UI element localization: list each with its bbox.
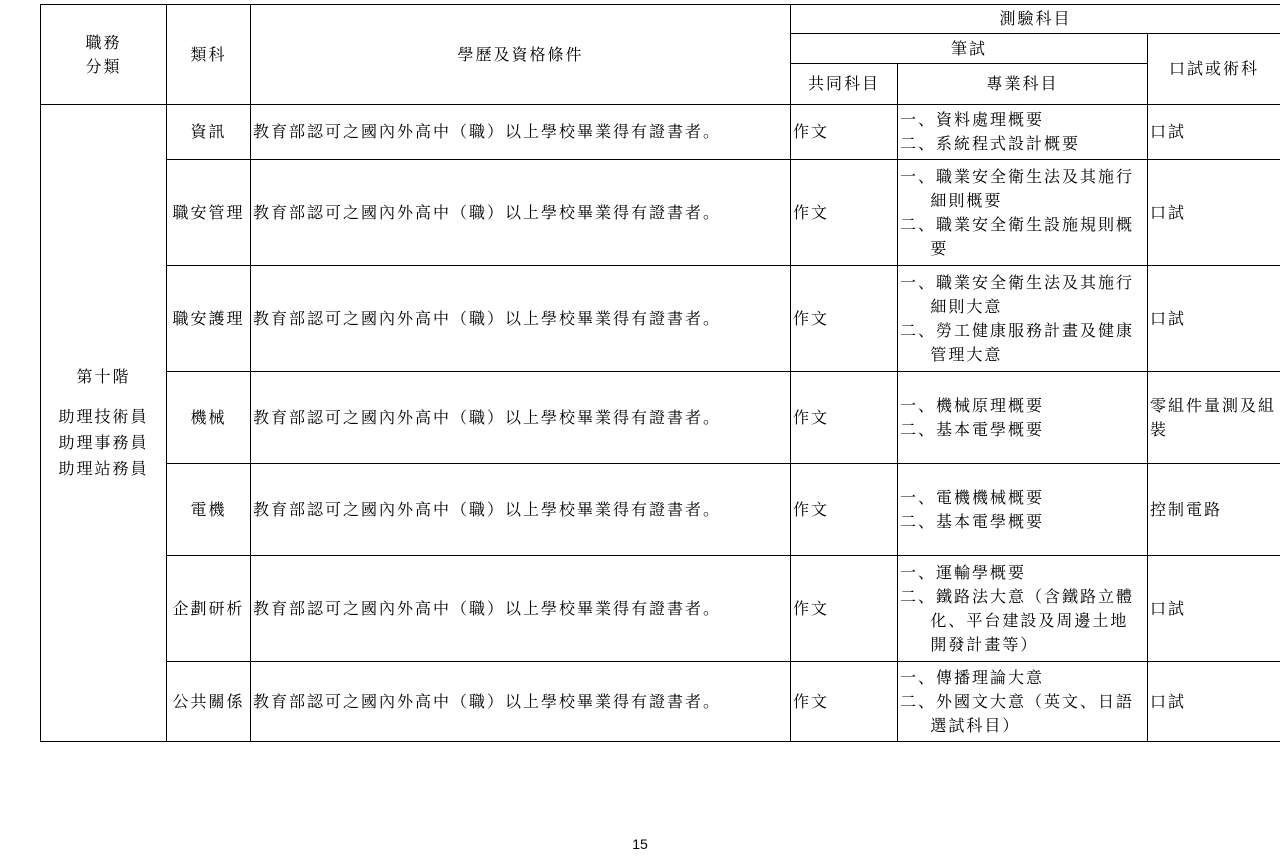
field-cell: 機械 [167,372,251,464]
field-cell: 公共關係 [167,662,251,742]
common-subject-cell: 作文 [791,105,898,160]
table-row [41,372,1280,464]
common-subject-cell: 作文 [791,372,898,464]
professional-subject-cell: 一、傳播理論大意 二、外國文大意（英文、日語選試科目） [898,662,1148,742]
header-oral: 口試或術科 [1148,34,1280,105]
qualification-cell: 教育部認可之國內外高中（職）以上學校畢業得有證書者。 [251,662,791,742]
field-cell: 企劃研析 [167,556,251,662]
header-qualification: 學歷及資格條件 [251,5,791,105]
oral-cell: 口試 [1148,556,1280,662]
common-subject-cell: 作文 [791,662,898,742]
qualification-cell: 教育部認可之國內外高中（職）以上學校畢業得有證書者。 [251,556,791,662]
page-number: 15 [632,836,648,852]
qualification-cell: 教育部認可之國內外高中（職）以上學校畢業得有證書者。 [251,160,791,266]
professional-subject-cell: 一、運輸學概要 二、鐵路法大意（含鐵路立體化、平台建設及周邊土地開發計畫等） [898,556,1148,662]
table-row [41,464,1280,556]
common-subject-cell: 作文 [791,160,898,266]
oral-cell: 口試 [1148,266,1280,372]
field-cell: 資訊 [167,105,251,160]
header-common: 共同科目 [791,64,898,105]
professional-subject-cell: 一、機械原理概要 二、基本電學概要 [898,372,1148,464]
oral-cell: 口試 [1148,160,1280,266]
grade-title: 助理事務員 [58,433,149,452]
professional-subject-cell: 一、職業安全衛生法及其施行細則概要 二、職業安全衛生設施規則概要 [898,160,1148,266]
grade-cell [41,105,167,742]
common-subject-cell: 作文 [791,556,898,662]
grade-title: 助理技術員 [58,407,149,426]
oral-cell: 口試 [1148,662,1280,742]
header-category: 職務 分類 [41,5,167,105]
table-row [41,266,1280,372]
header-written: 筆試 [791,34,1148,64]
header-field: 類科 [167,5,251,105]
common-subject-cell: 作文 [791,464,898,556]
qualification-cell: 教育部認可之國內外高中（職）以上學校畢業得有證書者。 [251,372,791,464]
qualification-cell: 教育部認可之國內外高中（職）以上學校畢業得有證書者。 [251,464,791,556]
table-row [41,662,1280,742]
professional-subject-cell: 一、電機機械概要 二、基本電學概要 [898,464,1148,556]
exam-subject-table [40,4,1280,742]
field-cell: 電機 [167,464,251,556]
table-row [41,556,1280,662]
header-exam-subjects: 測驗科目 [791,5,1280,34]
table-row [41,160,1280,266]
professional-subject-cell: 一、資料處理概要 二、系統程式設計概要 [898,105,1148,160]
field-cell: 職安護理 [167,266,251,372]
common-subject-cell: 作文 [791,266,898,372]
field-cell: 職安管理 [167,160,251,266]
qualification-cell: 教育部認可之國內外高中（職）以上學校畢業得有證書者。 [251,266,791,372]
oral-cell: 控制電路 [1148,464,1280,556]
qualification-cell: 教育部認可之國內外高中（職）以上學校畢業得有證書者。 [251,105,791,160]
table-row [41,105,1280,160]
grade-level: 第十階 [76,367,131,386]
header-professional: 專業科目 [898,64,1148,105]
oral-cell: 口試 [1148,105,1280,160]
oral-cell: 零組件量測及組裝 [1148,372,1280,464]
grade-title: 助理站務員 [58,459,149,478]
professional-subject-cell: 一、職業安全衛生法及其施行細則大意 二、勞工健康服務計畫及健康管理大意 [898,266,1148,372]
